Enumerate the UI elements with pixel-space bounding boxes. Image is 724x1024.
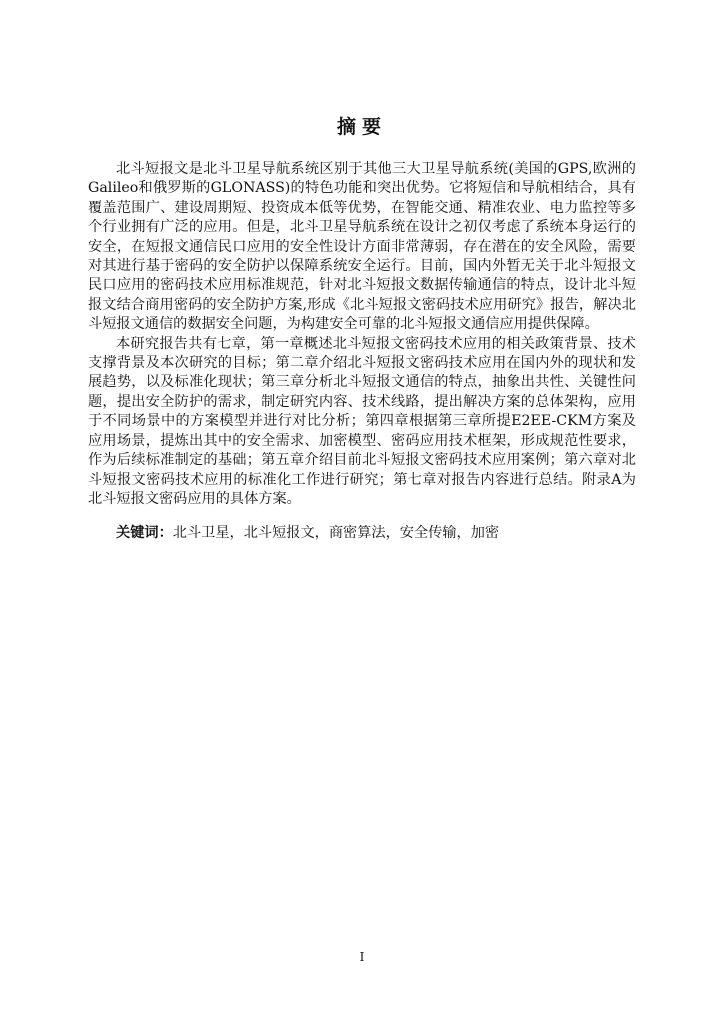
abstract-body [88, 160, 636, 509]
abstract-paragraph-1: 北斗短报文是北斗卫星导航系统区别于其他三大卫星导航系统(美国的GPS,欧洲的Galileo和俄罗斯的GLONASS)的特色功能和突出优势。它将短信和导航相结合，具有覆盖范围广、建设周期短、投资成本低等优势，在智能交通、精准农业、电力监控等多个行业拥有广泛的应用。但是，北斗卫星导航系统在设计之初仅考虑了系统本身运行的安全，在短报文通信民口应用的安全性设计方面非常薄弱，存在潜在的安全风险，需要对其进行基于密码的安全防护以保障系统安全运行。目前，国内外暂无关于北斗短报文民口应用的密码技术应用标准规范，针对北斗短报文数据传输通信的特点，设计北斗短报文结合商用密码的安全防护方案,形成《北斗短报文密码技术应用研究》报告，解决北斗短报文通信的数据安全问题，为构建安全可靠的北斗短报文通信应用提供保障。 [88, 161, 636, 333]
abstract-title: 摘要 [336, 116, 387, 138]
keywords-line [116, 524, 499, 543]
abstract-paragraph-2: 本研究报告共有七章，第一章概述北斗短报文密码技术应用的相关政策背景、技术支撑背景及本次研究的目标；第二章介绍北斗短报文密码技术应用在国内外的现状和发展趋势，以及标准化现状；第三章分析北斗短报文通信的特点，抽象出共性、关键性问题，提出安全防护的需求，制定研究内容、技术线路，提出解决方案的总体架构，应用于不同场景中的方案模型并进行对比分析；第四章根据第三章所提E2EE-CKM方案及应用场景，提炼出其中的安全需求、加密模型、密码应用技术框架，形成规范性要求，作为后续标准制定的基础；第五章介绍目前北斗短报文密码技术应用案例；第六章对北斗短报文密码技术应用的标准化工作进行研究；第七章对报告内容进行总结。附录A为北斗短报文密码应用的具体方案。 [88, 335, 636, 507]
page-number: I [359, 950, 365, 964]
keywords-text: 北斗卫星，北斗短报文，商密算法，安全传输，加密 [172, 525, 500, 541]
keywords-label: 关键词： [116, 525, 173, 541]
